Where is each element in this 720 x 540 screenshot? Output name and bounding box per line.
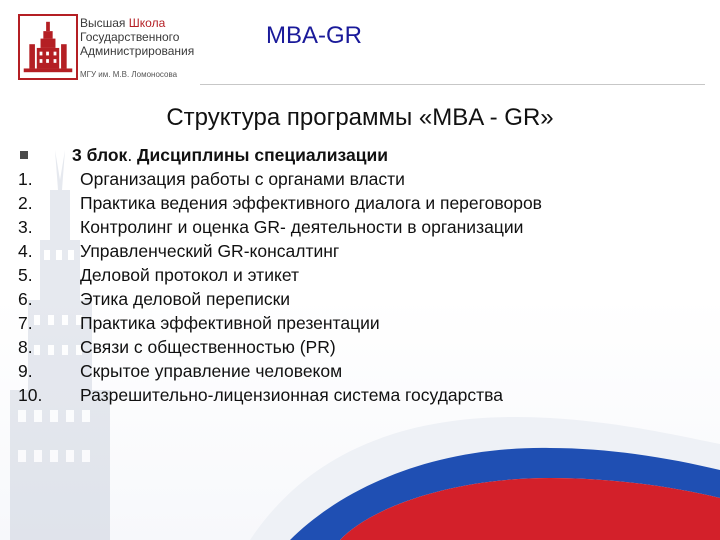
list-item-number: 5. xyxy=(18,265,33,285)
list-item-number: 1. xyxy=(18,169,33,189)
logo-wordmark xyxy=(80,16,198,58)
list-item-text: Скрытое управление человеком xyxy=(80,361,343,381)
list-item xyxy=(18,287,708,311)
list-item xyxy=(18,191,708,215)
block-label-bold: 3 блок xyxy=(72,145,128,165)
list-item-text: Организация работы с органами власти xyxy=(80,169,405,189)
list-item-number: 6. xyxy=(18,289,33,309)
list-item-number: 7. xyxy=(18,313,33,333)
square-bullet-icon xyxy=(20,151,28,159)
header-title: MBA-GR xyxy=(266,22,362,49)
list-item-text: Управленческий GR-консалтинг xyxy=(80,241,340,261)
school-logo xyxy=(18,14,198,84)
list-item xyxy=(18,167,708,191)
list-item-text: Связи с общественностью (PR) xyxy=(80,337,336,357)
list-item-text: Контролинг и оценка GR- деятельности в организации xyxy=(80,217,524,237)
list-item-text: Практика эффективной презентации xyxy=(80,313,380,333)
slide-title: Структура программы «MBA - GR» xyxy=(166,104,554,131)
logo-line1-b: Школа xyxy=(128,16,166,30)
university-building-logo-icon xyxy=(18,14,78,80)
logo-line3: Администрирования xyxy=(80,44,195,58)
list-item xyxy=(18,263,708,287)
logo-subtitle: МГУ им. М.В. Ломоносова xyxy=(80,70,178,79)
list-item-number: 8. xyxy=(18,337,33,357)
block-label-rest: Дисциплины специализации xyxy=(137,145,388,165)
list-item-number: 10. xyxy=(18,385,43,405)
list-item-number: 4. xyxy=(18,241,33,261)
russian-flag-swoosh-icon xyxy=(250,340,720,540)
list-item-number: 3. xyxy=(18,217,33,237)
header-divider xyxy=(200,84,705,85)
list-item-number: 9. xyxy=(18,361,33,381)
list-item-text: Этика деловой переписки xyxy=(80,289,291,309)
list-item xyxy=(18,311,708,335)
list-item xyxy=(18,239,708,263)
list-item-number: 2. xyxy=(18,193,33,213)
list-item xyxy=(18,215,708,239)
block-label-dot: . xyxy=(127,145,138,165)
list-item-text: Разрешительно-лицензионная система государства xyxy=(80,385,503,405)
list-item-text: Практика ведения эффективного диалога и переговоров xyxy=(80,193,542,213)
logo-line2: Государственного xyxy=(80,30,180,44)
logo-line1-a: Высшая xyxy=(80,16,126,30)
block-heading xyxy=(18,143,708,167)
list-item-text: Деловой протокол и этикет xyxy=(80,265,299,285)
